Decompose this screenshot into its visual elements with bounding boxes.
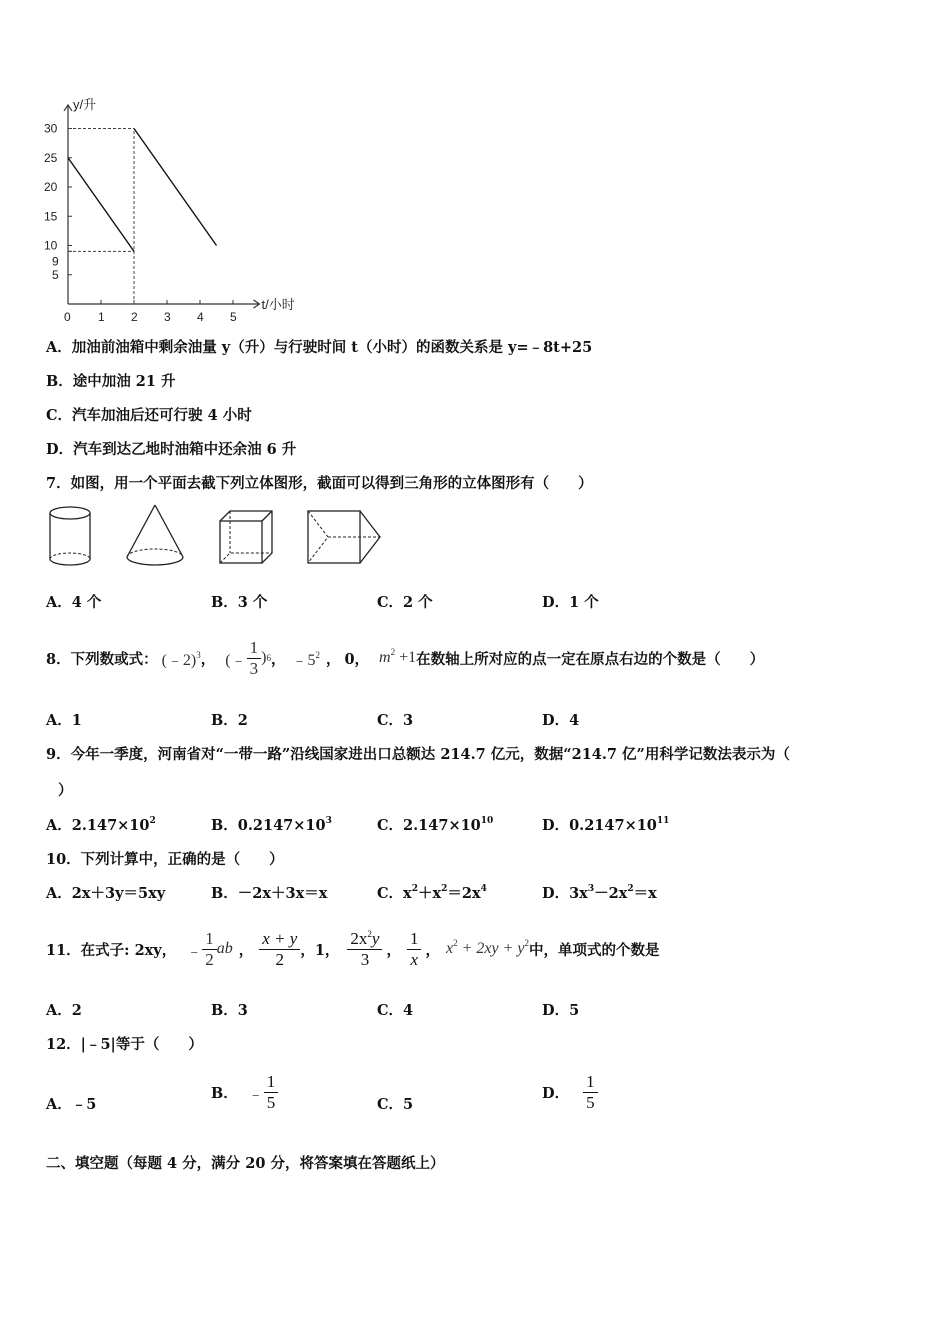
q8-expr4: 0，: [344, 650, 370, 668]
fuel-line-chart: [36, 92, 306, 328]
q7-option-a: A．4 个: [46, 594, 102, 611]
q8-expr2-den: 3: [249, 658, 259, 678]
q9-a-text: A．2.147×10: [46, 817, 150, 834]
q8-expr5-tail: +1: [399, 649, 417, 666]
x-tick-label: 3: [164, 310, 171, 324]
q8-sep1: ，: [200, 650, 216, 668]
y-tick-label: 5: [52, 267, 59, 282]
section-2-title: 二、填空题（每题 4 分，满分 20 分，将答案填在答题纸上）: [46, 1155, 445, 1172]
q8-expr3-exp: 2: [315, 649, 320, 660]
q8-expr5: m: [379, 649, 391, 666]
q8-stem: 8．下列数或式： (﹣2)$^3$ ， (﹣ $\frac{1}{3}$ ) 6 ， $﹣5^2$ ， 0， $m^2 +1$ 在数轴上所对应的点一定在原点右边的个数是（ ）: [46, 637, 765, 678]
q6-option-d: D．汽车到达乙地时油箱中还余油 6 升: [46, 441, 297, 458]
x-tick-label: 5: [230, 310, 237, 324]
q12-option-a: A．﹣5: [46, 1096, 97, 1113]
q8-option-a: A．1: [46, 712, 82, 729]
y-axis-label: y/升: [73, 96, 97, 112]
q9-option-d: [542, 814, 669, 835]
q12-d-den: 5: [586, 1092, 595, 1112]
q6-option-c: C．汽车加油后还可行驶 4 小时: [46, 407, 252, 424]
q12-option-d: [542, 1066, 598, 1118]
q9-stem-line2: ）: [58, 782, 73, 799]
cube-icon: [216, 507, 276, 567]
q11-f3-num: 2x: [350, 928, 368, 948]
x-tick-label: 0: [64, 310, 71, 324]
y-tick-label: 15: [44, 209, 58, 224]
q11-option-d: D．5: [542, 1002, 580, 1019]
y-tick-label: 30: [44, 121, 58, 136]
q12-b-num: 1: [264, 1072, 279, 1093]
q11-sep3: ，: [425, 941, 440, 959]
x-axis-label: t/小时: [261, 297, 295, 312]
series-line: [134, 129, 217, 246]
q8-expr2-close: ): [261, 649, 267, 666]
cone-icon: [124, 501, 186, 571]
q11-f3-num2: y: [371, 928, 380, 948]
y-tick-label: 10: [44, 238, 58, 253]
q11-prefix: 11．在式子: 2xy，: [46, 941, 177, 959]
q10-d-2: －2x: [594, 885, 628, 902]
q12-b-label: B．: [211, 1084, 238, 1102]
q6-option-a: A．加油前油箱中剩余油量 y（升）与行驶时间 t（小时）的函数关系是 y=﹣8t+25: [46, 339, 593, 356]
q12-d-num: 1: [583, 1072, 598, 1093]
q11-f1-num: 1: [202, 929, 217, 950]
q9-a-exp: 2: [149, 816, 156, 826]
q9-option-c: [377, 814, 493, 835]
q10-c-exp1: 2: [411, 884, 418, 894]
y-tick-label: 9: [52, 254, 59, 269]
q11-poly: x: [445, 940, 454, 957]
q8-suffix: 在数轴上所对应的点一定在原点右边的个数是（ ）: [416, 650, 765, 668]
q9-d-text: D．0.2147×10: [542, 817, 657, 834]
q7-option-d: D．1 个: [542, 594, 599, 611]
q10-option-a: A．2x＋3y＝5xy: [46, 885, 166, 902]
q7-stem: 7．如图，用一个平面去截下列立体图形，截面可以得到三角形的立体图形有（ ）: [46, 475, 593, 492]
q8-expr5-exp: 2: [390, 647, 396, 657]
q9-option-a: [46, 814, 156, 835]
q10-c-exp3: 4: [480, 884, 487, 894]
q11-poly-exp2: 2: [524, 938, 529, 948]
y-tick-label: 25: [44, 150, 58, 165]
q11-f1-tail: ab: [216, 940, 233, 957]
q10-option-d: [542, 882, 657, 903]
q11-f3-exp: 2: [367, 928, 372, 939]
x-tick-label: 2: [131, 310, 138, 324]
q11-one: ，1，: [300, 941, 340, 959]
q11-stem: [46, 916, 659, 982]
q9-b-text: B．0.2147×10: [211, 817, 326, 834]
q7-option-b: B．3 个: [211, 594, 268, 611]
q12-option-b: [211, 1066, 278, 1118]
q11-f2-den: 2: [275, 949, 285, 969]
q11-suffix: 中，单项式的个数是: [528, 941, 660, 959]
q9-c-text: C．2.147×10: [377, 817, 481, 834]
series-line: [68, 158, 134, 252]
q8-sep3: ，: [325, 650, 341, 668]
triangular-prism-icon: [304, 507, 384, 567]
q10-c-1: C．x: [377, 885, 412, 902]
q11-option-c: C．4: [377, 1002, 414, 1019]
q11-f2-num: x + y: [259, 929, 300, 950]
q11-sep1: ，: [238, 941, 254, 959]
q11-option-b: B．3: [211, 1002, 248, 1019]
q8-prefix: 8．下列数或式：: [46, 650, 158, 668]
q12-b-den: 5: [266, 1092, 276, 1112]
q10-c-3: ＝2x: [447, 885, 481, 902]
q10-d-exp2: 2: [627, 884, 634, 894]
q8-expr2-num: 1: [247, 638, 262, 659]
q8-expr3: ﹣5: [291, 651, 316, 669]
q10-d-exp1: 3: [587, 884, 595, 894]
q10-d-1: D．3x: [542, 885, 588, 902]
q10-option-c: [377, 882, 487, 903]
q8-expr2-open: (﹣: [225, 651, 247, 669]
q11-f1-sign: ﹣: [186, 942, 203, 960]
q8-expr1: (﹣2): [161, 651, 197, 669]
q10-option-b: B．－2x＋3x＝x: [211, 885, 328, 902]
q11-f4-den: x: [410, 949, 418, 969]
q8-sep2: ，: [270, 650, 286, 668]
q8-option-c: C．3: [377, 712, 414, 729]
q12-b-sign: ﹣: [247, 1085, 264, 1103]
q12-option-c: C．5: [377, 1096, 414, 1113]
q12-d-label: D．: [542, 1084, 570, 1102]
q8-expr1-exp: 3: [196, 649, 201, 660]
q9-option-b: [211, 814, 332, 835]
q10-c-exp2: 2: [441, 884, 448, 894]
x-tick-label: 1: [98, 310, 105, 324]
q11-f1-den: 2: [205, 949, 214, 969]
q9-stem-line1: 9．今年一季度，河南省对“一带一路”沿线国家进出口总额达 214.7 亿元，数据“214.7 亿”用科学记数法表示为（: [46, 746, 790, 763]
q11-option-a: A．2: [46, 1002, 82, 1019]
q11-poly2: + 2xy + y: [457, 940, 525, 957]
q12-stem: 12．|﹣5|等于（ ）: [46, 1036, 203, 1053]
q9-b-exp: 3: [325, 816, 332, 826]
q9-d-exp: 11: [656, 816, 670, 826]
q6-option-b: B．途中加油 21 升: [46, 373, 176, 390]
q10-d-3: ＝x: [633, 885, 657, 902]
y-tick-label: 20: [44, 180, 58, 194]
q11-sep2: ，: [386, 941, 401, 959]
q8-option-d: D．4: [542, 712, 580, 729]
q10-c-2: ＋x: [417, 885, 442, 902]
q11-f4-num: 1: [407, 929, 422, 950]
q11-f3-den: 3: [360, 949, 370, 969]
q11-poly-exp1: 2: [453, 938, 458, 948]
q9-c-exp: 10: [480, 816, 494, 826]
x-tick-label: 4: [197, 310, 204, 324]
q8-option-b: B．2: [211, 712, 248, 729]
q10-stem: 10．下列计算中，正确的是（ ）: [46, 851, 284, 868]
cylinder-icon: [46, 503, 94, 569]
q7-option-c: C．2 个: [377, 594, 433, 611]
